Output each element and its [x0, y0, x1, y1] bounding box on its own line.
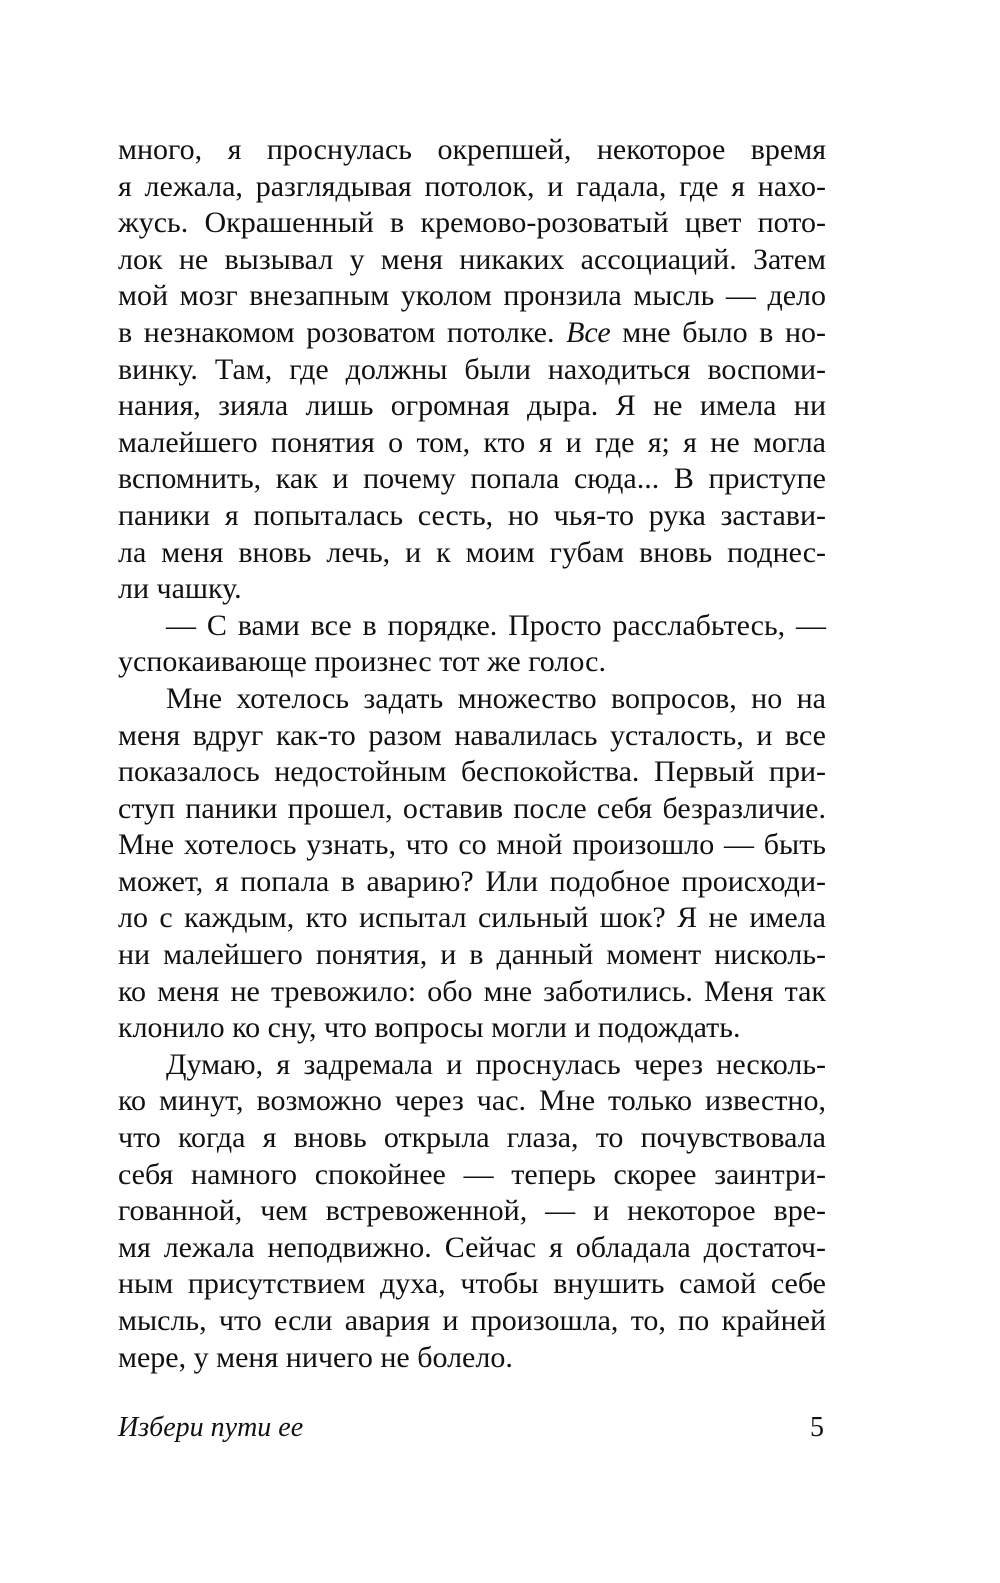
- text-line: ли чашку.: [118, 572, 242, 606]
- text-line: что когда я вновь открыла глаза, то почувствовала: [118, 1121, 826, 1155]
- text-line: Мне хотелось узнать, что со мной произошло — быть: [118, 828, 826, 862]
- text-line: лок не вызывал у меня никаких ассоциаций. Затем: [118, 242, 826, 276]
- text-line: клонило ко сну, что вопросы могли и подождать.: [118, 1011, 741, 1045]
- text-line: малейшего понятия о том, кто я и где я; я не могла: [118, 425, 826, 459]
- paragraph: [118, 1047, 826, 1376]
- text-line: вспомнить, как и почему попала сюда... В приступе: [118, 462, 826, 496]
- paragraph: [118, 132, 826, 608]
- text-line: ло с каждым, кто испытал сильный шок? Я не имела: [118, 901, 826, 935]
- text-line: Думаю, я задремала и проснулась через несколь-: [166, 1047, 826, 1081]
- text-line: показалось недостойным беспокойства. Первый при-: [118, 755, 826, 789]
- text-line: паники я попыталась сесть, но чья-то рука застави-: [118, 498, 826, 532]
- paragraph: [118, 681, 826, 1047]
- page-body: [118, 132, 826, 1376]
- text-line: успокаивающе произнес тот же голос.: [118, 645, 606, 679]
- text-line: мысль, что если авария и произошла, то, по крайней: [118, 1304, 826, 1337]
- text-line: ступ паники прошел, оставив после себя безразличие.: [118, 791, 826, 825]
- text-line: себя намного спокойнее — теперь скорее заинтри-: [118, 1157, 826, 1191]
- text-line: много, я проснулась окрепшей, некоторое время: [118, 133, 826, 166]
- text-line: я лежала, разглядывая потолок, и гадала, где я нахо-: [118, 169, 826, 203]
- text-line: может, я попала в аварию? Или подобное происходи-: [118, 864, 826, 898]
- running-title: Избери пути ее: [118, 1412, 304, 1443]
- text-line: мере, у меня ничего не болело.: [118, 1340, 513, 1374]
- text-line: в незнакомом розоватом потолке. Все мне было в но-: [118, 315, 826, 349]
- text-line: гованной, чем встревоженной, — и некоторое вре-: [118, 1194, 826, 1228]
- text-line: мя лежала неподвижно. Сейчас я обладала достаточ-: [118, 1230, 826, 1264]
- text-line: ным присутствием духа, чтобы внушить самой себе: [118, 1267, 826, 1301]
- text-line: Мне хотелось задать множество вопросов, но на: [166, 681, 826, 715]
- text-line: нания, зияла лишь огромная дыра. Я не имела ни: [118, 389, 826, 423]
- text-line: мой мозг внезапным уколом пронзила мысль — дело: [118, 279, 826, 313]
- text-line: ла меня вновь лечь, и к моим губам вновь поднес-: [118, 535, 826, 569]
- text-line: ко минут, возможно через час. Мне только известно,: [118, 1084, 826, 1118]
- text-line: ни малейшего понятия, и в данный момент нисколь-: [118, 938, 826, 972]
- paragraph: [118, 608, 826, 681]
- text-line: ко меня не тревожило: обо мне заботились. Меня так: [118, 974, 826, 1008]
- page-footer: [118, 1408, 826, 1448]
- text-line: — С вами все в порядке. Просто расслабьтесь, —: [166, 608, 826, 642]
- text-line: винку. Там, где должны были находиться воспоми-: [118, 352, 826, 386]
- emphasis: Все: [554, 315, 623, 349]
- text-line: меня вдруг как-то разом навалилась усталость, и все: [118, 718, 826, 752]
- text-line: жусь. Окрашенный в кремово-розоватый цвет пото-: [118, 206, 826, 240]
- page-number: 5: [810, 1412, 824, 1443]
